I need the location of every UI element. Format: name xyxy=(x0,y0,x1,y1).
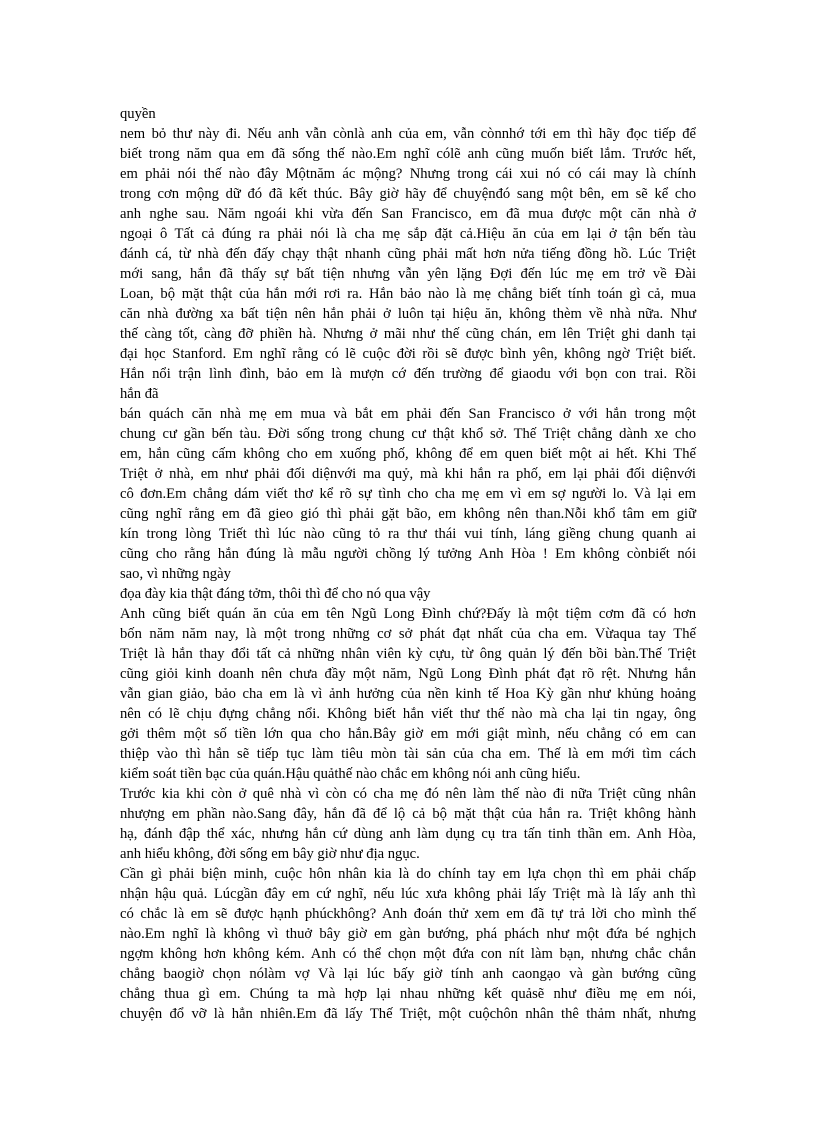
document-text-line: cũng giỏi kinh doanh nên chưa đầy một năm, Ngũ Long Đình phát đạt rõ rệt. Nhưng hắn xyxy=(120,666,696,682)
document-text-line: Triệt là hắn thay đổi tất cả những nhân viên kỳ cựu, từ ông quản lý đến bồi bàn.Thế Triệt xyxy=(120,646,696,662)
document-text-line: nào.Em nghĩ là không vì thuở bây giờ em gàn bướng, phá phách như một đứa bé nghịch xyxy=(120,926,696,942)
document-text-line: kín trong lòng Triết thì lúc nào cũng tỏ ra thư thái vui tính, láng giềng chung quanh ai xyxy=(120,526,696,542)
document-text-line: thiệp vào thì hắn sẽ tiếp tục làm tiêu mòn tài sản của cha em. Thế là em mới tìm cách xyxy=(120,746,696,762)
document-text-line: anh nghe sau. Năm ngoái khi vừa đến San Francisco, em đã mua được một căn nhà ở xyxy=(120,206,696,222)
document-text-line: thế càng tốt, càng đỡ phiền hà. Nhưng ở mãi như thế cũng chán, em lên Triệt ghi danh tại xyxy=(120,326,696,342)
document-text-line: nên có lẽ chịu đựng chẳng nổi. Không biết hắn viết thư thế nào mà cha lại tin ngay, ông xyxy=(120,706,696,722)
document-text-line: nhượng em phần nào.Sang đây, hắn đã để lộ cả bộ mặt thật của hắn ra. Triệt không hành xyxy=(120,806,696,822)
document-text-line: Trước kia khi còn ở quê nhà vì còn có cha mẹ đó nên làm thế nào đi nữa Triệt cũng nhân xyxy=(120,786,696,802)
document-text-line: chuyện đổ vỡ là hẳn nhiên.Em đã lấy Thế Triệt, một cuộchôn nhân thê thảm nhất, nhưng xyxy=(120,1006,696,1022)
document-text-line: chẳng thua gì em. Chúng ta mà hợp lại nhau những kết quảsẽ như điều mẹ em nói, xyxy=(120,986,696,1002)
document-text-line: ngoại ô Tất cả đúng ra phải nói là cha mẹ sắp đặt cả.Hiệu ăn của em lại ở tận bến tàu xyxy=(120,226,696,242)
document-text-line: chẳng baogiờ chọn nólàm vợ Và lại lúc bấy giờ tính anh caongạo và gàn bướng cũng xyxy=(120,966,696,982)
document-text-line: bán quách căn nhà mẹ em mua và bắt em phải đến San Francisco ở với hắn trong một xyxy=(120,406,696,422)
document-text-line: cô đơn.Em chẳng dám viết thơ kể rõ sự tình cho cha mẹ em vì em sợ người lo. Và lại em xyxy=(120,486,696,502)
document-text-line: nhận hậu quả. Lúcgần đây em cứ nghĩ, nếu lúc xưa không phải lấy Triệt mà là lấy anh thì xyxy=(120,886,696,902)
document-text-line: cũng nghĩ rằng em đã gieo gió thì phải gặt bão, em không nên than.Nỗi khổ tâm em giữ xyxy=(120,506,696,522)
document-text-line: Loan, bộ mặt thật của hắn mới rơi ra. Hắn bảo nào là mẹ chẳng biết tính toán gì cả, mua xyxy=(120,286,696,302)
document-text-line: mới sang, hắn đã thấy sự bất tiện nhưng vẫn yên lặng Đợi đến lúc mẹ em trở về Đài xyxy=(120,266,696,282)
document-text-line: đại học Stanford. Em nghĩ rằng có lẽ cuộc đời rồi sẽ được bình yên, không ngờ Triệt biết. xyxy=(120,346,696,362)
document-text-line: gởi thêm một số tiền lớn qua cho hắn.Bây giờ em mới giật mình, nếu chẳng có em can xyxy=(120,726,696,742)
document-text-line: hắn đã xyxy=(120,386,159,402)
document-text-line: sao, vì những ngày xyxy=(120,566,231,582)
document-text-line: Hắn nổi trận lình đình, bảo em là mượn cớ đến trường để giaodu với bọn con trai. Rồi xyxy=(120,366,696,382)
document-text-line: em phải nói thế nào đây Mộtnăm ác mộng? Nhưng trong cái xui nó có cái may là chính xyxy=(120,166,696,182)
document-text-line: căn nhà đường xa bất tiện nên hắn phải ở luôn tại hiệu ăn, không thèm về nhà nữa. Như xyxy=(120,306,696,322)
document-text-line: quyền xyxy=(120,106,156,122)
document-text-line: hạ, đánh đập thể xác, nhưng hắn cứ dùng anh làm dụng cụ tra tấn tinh thần em. Anh Hòa, xyxy=(120,826,696,842)
document-text-line: kiểm soát tiền bạc của quán.Hậu quảthế nào chắc em không nói anh cũng hiểu. xyxy=(120,766,581,782)
document-text-line: vẫn gian giảo, bảo cha em là vì ảnh hưởng của nền kinh tế Hoa Kỳ gần như khủng hoảng xyxy=(120,686,696,702)
document-text-line: Cần gì phải biện minh, cuộc hôn nhân kia là do chính tay em lựa chọn thì em phải chấp xyxy=(120,866,696,882)
document-text-line: anh hiểu không, đời sống em bây giờ như địa ngục. xyxy=(120,846,420,862)
document-text-line: ngợm không hơn không kém. Anh có thể chọn một đứa con nít làm bạn, nhưng chắc chắn xyxy=(120,946,696,962)
document-text-line: biết trong năm qua em đã sống thế nào.Em nghĩ cólẽ anh cũng muốn biết lắm. Trước hết, xyxy=(120,146,696,162)
document-page xyxy=(120,104,696,1024)
document-text-line: có chắc là em sẽ được hạnh phúckhông? Anh đoán thử xem em đã tự trả lời cho mình thế xyxy=(120,906,696,922)
document-text-line: đánh cá, từ nhà đến đấy chạy thật nhanh cũng phải mất hơn nửa tiếng đồng hồ. Lúc Triệt xyxy=(120,246,696,262)
document-text-line: cũng cho rằng hắn đúng là mẫu người chồng lý tưởng Anh Hòa ! Em không cònbiết nói xyxy=(120,546,696,562)
document-text-line: bốn năm năm nay, là một trong những cơ sở phát đạt nhất của cha em. Vừaqua tay Thế xyxy=(120,626,696,642)
document-text-line: nem bỏ thư này đi. Nếu anh vẫn cònlà anh của em, vẫn cònnhớ tới em thì hãy đọc tiếp để xyxy=(120,126,696,142)
document-text-line: em, hắn cũng cấm không cho em xuống phố, không để em quen biết một ai hết. Khi Thế xyxy=(120,446,696,462)
document-text-line: Triệt ở nhà, em như phải đối diệnvới ma quỷ, mà khi hắn ra phố, em lại phải đối diệnvới xyxy=(120,466,696,482)
document-text-line: đọa đày kia thật đáng tởm, thôi thì để cho nó qua vậy xyxy=(120,586,431,602)
document-text-line: trong cơn mộng dữ đó đã kết thúc. Bây giờ hãy để chuyệnđó sang một bên, em sẽ kể cho xyxy=(120,186,696,202)
document-text-line: chung cư gần bến tàu. Đời sống trong chung cư thật khổ sở. Thế Triệt chẳng dành xe cho xyxy=(120,426,696,442)
document-text-line: Anh cũng biết quán ăn của em tên Ngũ Long Đình chứ?Đấy là một tiệm cơm đã có hơn xyxy=(120,606,696,622)
